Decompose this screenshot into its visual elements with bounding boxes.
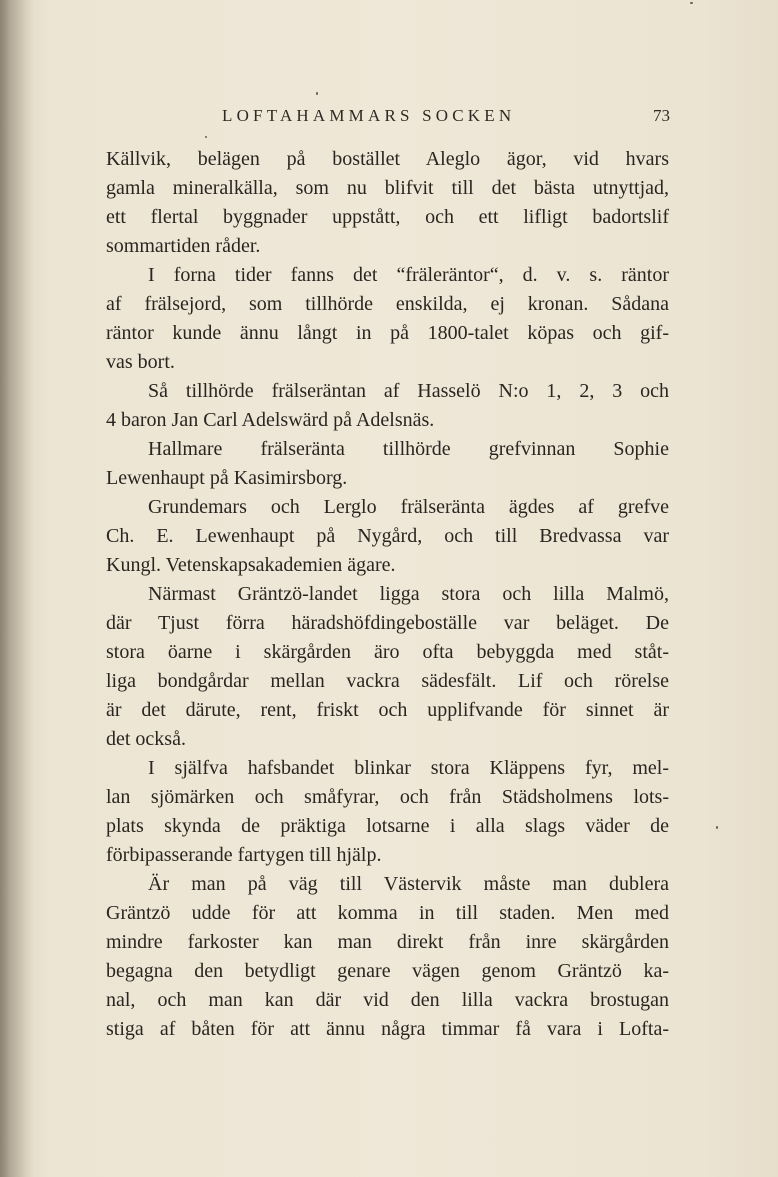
text-line: Grundemars och Lerglo frälseränta ägdes af grefve: [148, 496, 669, 518]
text-line: 4 baron Jan Carl Adelswärd på Adelsnäs.: [106, 409, 435, 431]
text-line: Så tillhörde frälseräntan af Hasselö N:o 1, 2, 3 och: [148, 380, 669, 402]
text-line: Gräntzö udde för att komma in till staden. Men med: [106, 902, 669, 924]
paper-speck: [205, 136, 207, 138]
gutter-shadow: [0, 0, 34, 1177]
text-line: stora öarne i skärgården äro ofta bebyggda med ståt-: [106, 641, 669, 663]
text-line: Är man på väg till Västervik måste man dublera: [148, 873, 669, 895]
text-line: gamla mineralkälla, som nu blifvit till det bästa utnyttjad,: [106, 177, 669, 199]
text-line: begagna den betydligt genare vägen genom Gräntzö ka-: [106, 960, 669, 982]
text-line: I själfva hafsbandet blinkar stora Kläppens fyr, mel-: [148, 757, 669, 779]
text-line: det också.: [106, 728, 186, 750]
paper-speck: [716, 826, 718, 829]
text-line: I forna tider fanns det “fräleräntor“, d. v. s. räntor: [148, 264, 669, 286]
text-line: förbipasserande fartygen till hjälp.: [106, 844, 382, 866]
text-line: liga bondgårdar mellan vackra sädesfält. Lif och rörelse: [106, 670, 669, 692]
text-line: Hallmare frälseränta tillhörde grefvinnan Sophie: [148, 438, 669, 460]
text-line: Ch. E. Lewenhaupt på Nygård, och till Bredvassa var: [106, 525, 669, 547]
text-line: vas bort.: [106, 351, 175, 373]
text-line: stiga af båten för att ännu några timmar få vara i Lofta-: [106, 1018, 669, 1040]
text-line: ett flertal byggnader uppstått, och ett lifligt badortslif: [106, 206, 669, 228]
text-line: räntor kunde ännu långt in på 1800-talet köpas och gif-: [106, 322, 669, 344]
text-line: lan sjömärken och småfyrar, och från Städsholmens lots-: [106, 786, 669, 808]
page-header: [108, 106, 670, 136]
text-line: Lewenhaupt på Kasimirsborg.: [106, 467, 348, 489]
text-line: sommartiden råder.: [106, 235, 261, 257]
text-line: plats skynda de präktiga lotsarne i alla slags väder de: [106, 815, 669, 837]
text-line: Närmast Gräntzö-landet ligga stora och lilla Malmö,: [148, 583, 669, 605]
text-line: Källvik, belägen på bostället Aleglo ägor, vid hvars: [106, 148, 669, 170]
running-head: LOFTAHAMMARS SOCKEN: [222, 106, 516, 125]
body-text: [106, 145, 669, 1044]
text-line: där Tjust förra häradshöfdingeboställe var beläget. De: [106, 612, 669, 634]
paper-speck: [690, 2, 693, 4]
text-line: nal, och man kan där vid den lilla vackra brostugan: [106, 989, 669, 1011]
text-line: är det därute, rent, friskt och upplifvande för sinnet är: [106, 699, 669, 721]
text-line: Kungl. Vetenskapsakademien ägare.: [106, 554, 396, 576]
text-line: af frälsejord, som tillhörde enskilda, ej kronan. Sådana: [106, 293, 669, 315]
page-number: 73: [653, 106, 670, 125]
text-line: mindre farkoster kan man direkt från inre skärgården: [106, 931, 669, 953]
paper-speck: [316, 92, 318, 95]
